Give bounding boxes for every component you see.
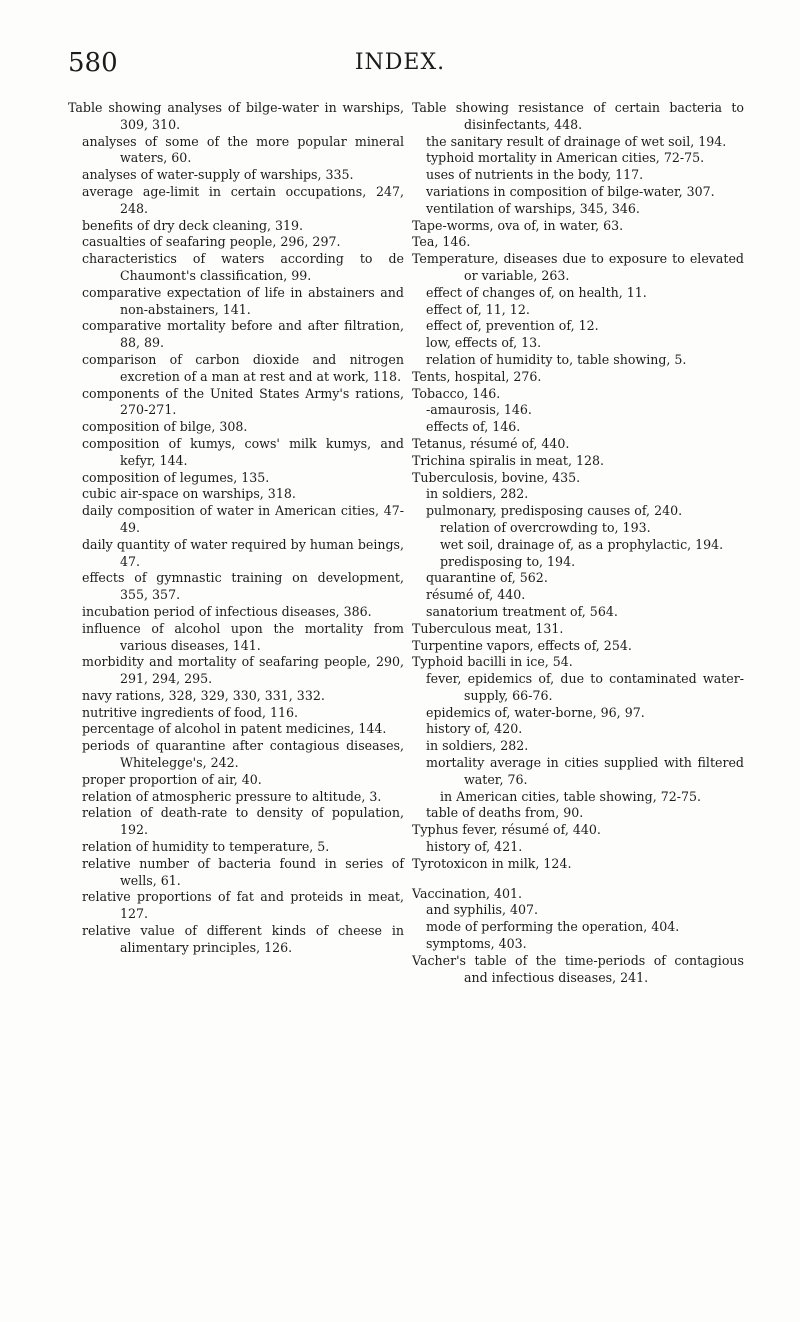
index-entry: Tobacco, 146. <box>412 385 501 401</box>
index-entry: analyses of some of the more popular mineral waters, 60. <box>82 133 404 166</box>
index-entry: casualties of seafaring people, 296, 297. <box>82 234 341 250</box>
index-entry: navy rations, 328, 329, 330, 331, 332. <box>82 687 325 703</box>
index-entry: sanatorium treatment of, 564. <box>426 603 618 619</box>
index-entry: mode of performing the operation, 404. <box>426 919 680 935</box>
index-entry: Vaccination, 401. <box>412 885 523 901</box>
index-entry: relation of death-rate to density of population, 192. <box>82 805 404 838</box>
index-entry: Typhoid bacilli in ice, 54. <box>412 654 573 670</box>
index-entry: résumé of, 440. <box>426 587 526 603</box>
index-entry: composition of bilge, 308. <box>82 419 248 435</box>
index-entry: percentage of alcohol in patent medicines, 144. <box>82 721 387 737</box>
index-entry: characteristics of waters according to de Chaumont's classification, 99. <box>82 251 404 283</box>
index-entry: history of, 420. <box>426 721 523 737</box>
index-entry: nutritive ingredients of food, 116. <box>82 704 299 720</box>
index-entry: Table showing resistance of certain bacteria to disinfectants, 448. <box>412 100 744 132</box>
index-entry: Trichina spiralis in meat, 128. <box>412 452 605 468</box>
index-entry: analyses of water-supply of warships, 335. <box>82 167 354 183</box>
index-entry: typhoid mortality in American cities, 72-75. <box>426 150 705 166</box>
index-entry: uses of nutrients in the body, 117. <box>426 167 644 183</box>
index-entry: incubation period of infectious diseases, 386. <box>82 603 372 619</box>
index-entry: composition of kumys, cows' milk kumys, and kefyr, 144. <box>82 435 404 468</box>
index-entry: quarantine of, 562. <box>426 570 548 586</box>
index-entry: and syphilis, 407. <box>426 902 539 918</box>
index-entry: Temperature, diseases due to exposure to elevated or variable, 263. <box>412 251 744 283</box>
index-entry: daily composition of water in American cities, 47-49. <box>82 503 404 535</box>
page-number: 580 <box>68 48 118 78</box>
index-entry: morbidity and mortality of seafaring people, 290, 291, 294, 295. <box>82 654 404 687</box>
index-entry: daily quantity of water required by human beings, 47. <box>82 536 404 569</box>
index-entry: in American cities, table showing, 72-75. <box>440 788 702 804</box>
index-entry: proper proportion of air, 40. <box>82 771 262 787</box>
index-entry: Typhus fever, résumé of, 440. <box>412 822 601 838</box>
index-entry: average age-limit in certain occupations, 247, 248. <box>82 183 404 216</box>
index-entry: comparative mortality before and after filtration, 88, 89. <box>82 318 404 351</box>
index-entry: in soldiers, 282. <box>426 738 529 754</box>
index-entry: composition of legumes, 135. <box>82 469 270 485</box>
index-entry: relative number of bacteria found in series of wells, 61. <box>82 855 404 888</box>
index-entry: Tape-worms, ova of, in water, 63. <box>412 217 624 233</box>
index-entry: relation of atmospheric pressure to altitude, 3. <box>82 788 382 804</box>
index-entry: relation of humidity to temperature, 5. <box>82 839 330 855</box>
index-entry: relation of humidity to, table showing, 5. <box>426 351 687 367</box>
index-entry: Tea, 146. <box>412 234 471 250</box>
index-entry: benefits of dry deck cleaning, 319. <box>82 217 304 233</box>
index-entry: effects of, 146. <box>426 419 521 435</box>
index-entry: symptoms, 403. <box>426 936 527 952</box>
index-entry: in soldiers, 282. <box>426 486 529 502</box>
index-entry: ventilation of warships, 345, 346. <box>426 200 640 216</box>
index-entry: wet soil, drainage of, as a prophylactic, 194. <box>440 536 724 552</box>
index-entry: Vacher's table of the time-periods of contagious and infectious diseases, 241. <box>412 952 744 985</box>
index-entry: relative value of different kinds of cheese in alimentary principles, 126. <box>82 923 404 955</box>
index-entry: the sanitary result of drainage of wet soil, 194. <box>426 133 727 149</box>
index-entry: -amaurosis, 146. <box>426 402 532 418</box>
index-entry: comparative expectation of life in abstainers and non-abstainers, 141. <box>82 284 404 317</box>
index-entry: relation of overcrowding to, 193. <box>440 519 651 535</box>
index-entry: Tuberculosis, bovine, 435. <box>412 469 581 485</box>
index-entry: effect of changes of, on health, 11. <box>426 284 647 300</box>
index-entry: effect of, prevention of, 12. <box>426 318 599 334</box>
index-section-gap <box>412 873 744 886</box>
index-entry: epidemics of, water-borne, 96, 97. <box>426 704 645 720</box>
index-entry: periods of quarantine after contagious diseases, Whitelegge's, 242. <box>82 738 404 771</box>
index-entry: variations in composition of bilge-water, 307. <box>426 183 715 199</box>
index-entry: comparison of carbon dioxide and nitrogen excretion of a man at rest and at work, 118. <box>82 351 404 384</box>
index-entry: fever, epidemics of, due to contaminated water-supply, 66-76. <box>426 671 744 703</box>
index-entry: Turpentine vapors, effects of, 254. <box>412 637 632 653</box>
index-entry: components of the United States Army's rations, 270-271. <box>82 385 404 418</box>
index-entry: influence of alcohol upon the mortality from various diseases, 141. <box>82 620 404 653</box>
index-entry: pulmonary, predisposing causes of, 240. <box>426 503 683 519</box>
index-entry: effects of gymnastic training on development, 355, 357. <box>82 570 404 603</box>
index-entry: history of, 421. <box>426 839 523 855</box>
index-entry: Tetanus, résumé of, 440. <box>412 435 570 451</box>
index-entry: cubic air-space on warships, 318. <box>82 486 296 502</box>
index-entry: Tyrotoxicon in milk, 124. <box>412 855 572 871</box>
index-entry: Tuberculous meat, 131. <box>412 620 564 636</box>
index-column-left <box>68 100 404 957</box>
index-entry: table of deaths from, 90. <box>426 805 584 821</box>
index-column-right <box>412 100 744 986</box>
running-head: INDEX. <box>354 50 446 75</box>
index-entry: mortality average in cities supplied with filtered water, 76. <box>426 755 744 787</box>
index-entry: Tents, hospital, 276. <box>412 368 542 384</box>
column-divider <box>403 96 404 1216</box>
index-entry: predisposing to, 194. <box>440 553 576 569</box>
index-entry: low, effects of, 13. <box>426 335 542 351</box>
index-entry: relative proportions of fat and proteids in meat, 127. <box>82 889 404 922</box>
index-entry: Table showing analyses of bilge-water in warships, 309, 310. <box>68 100 404 132</box>
index-entry: effect of, 11, 12. <box>426 301 530 317</box>
